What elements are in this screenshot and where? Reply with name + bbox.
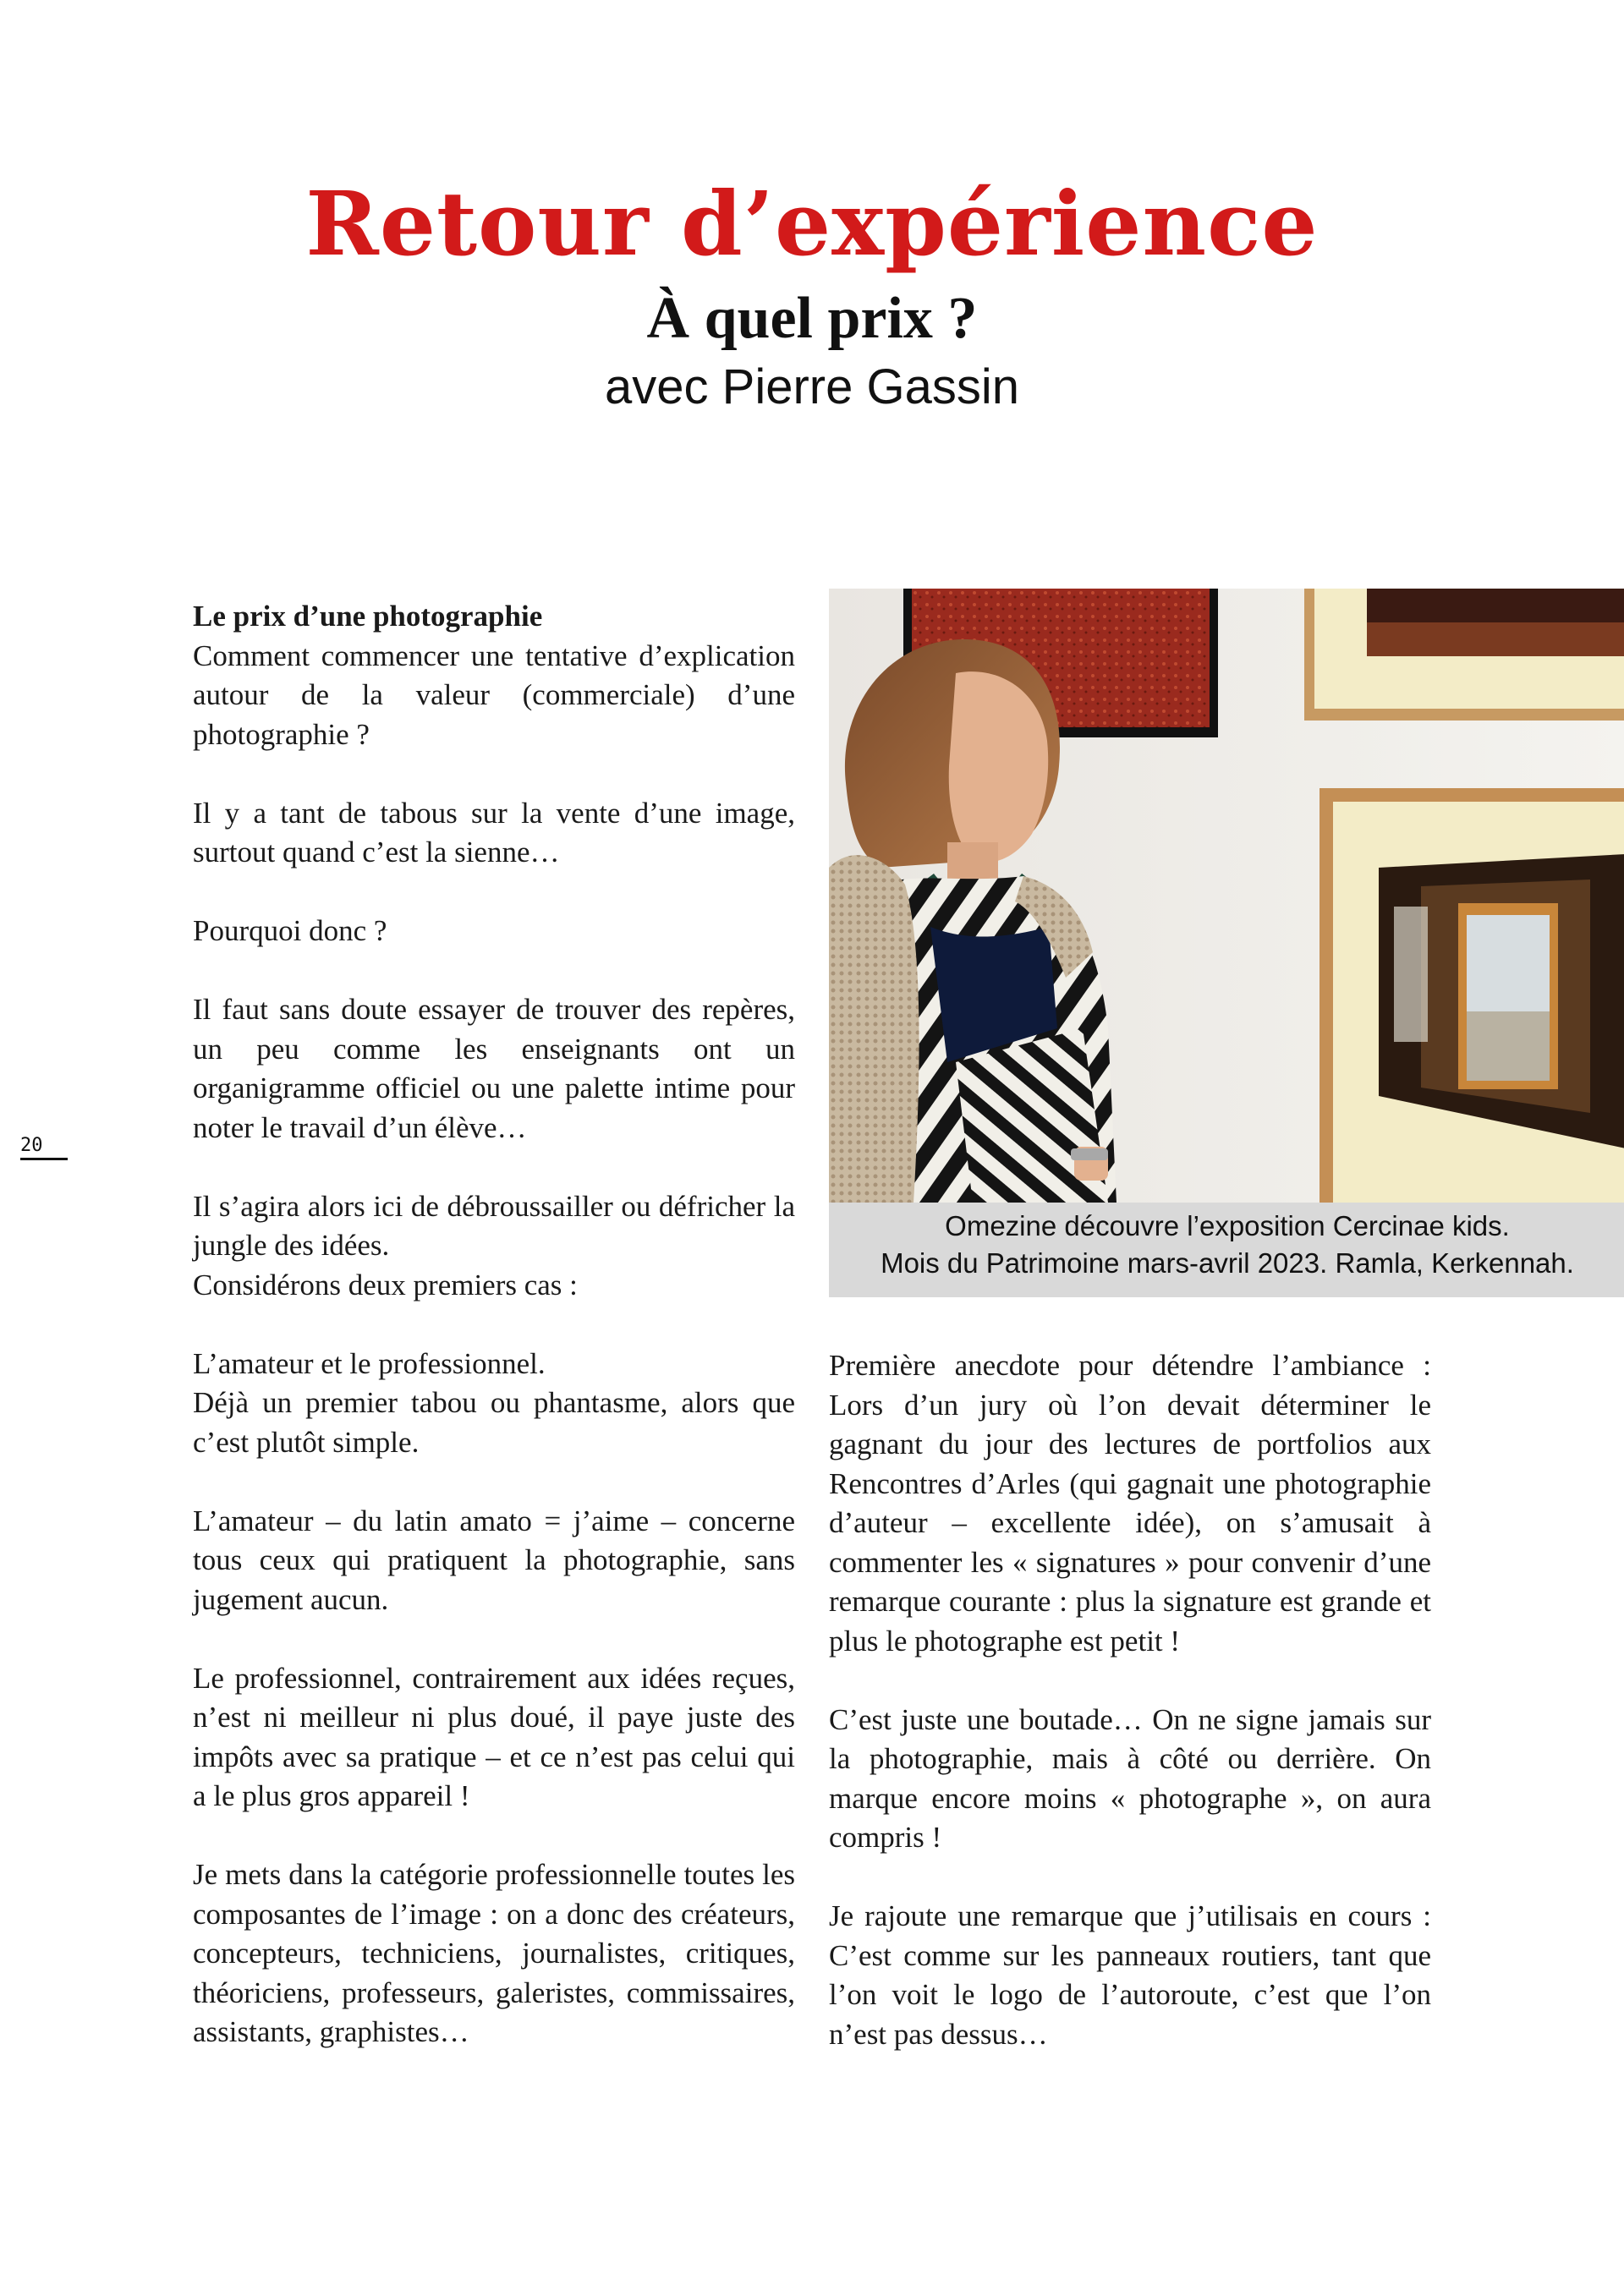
paragraph: Le professionnel, contrairement aux idées reçues, n’est ni meilleur ni plus doué, il paye juste des impôts avec sa pratique – et ce n’est pas celui qui a le plus gros appareil !: [193, 1661, 795, 1812]
paragraph: Comment commencer une tentative d’explication autour de la valeur (commerciale) d’une photographie ?: [193, 638, 795, 751]
photo-caption: [829, 1203, 1624, 1297]
section-heading: Le prix d’une photographie: [193, 600, 543, 633]
left-column: [193, 597, 795, 2091]
caption-line: Mois du Patrimoine mars-avril 2023. Ramla, Kerkennah.: [881, 1247, 1574, 1279]
paragraph: Considérons deux premiers cas :: [193, 1268, 578, 1301]
right-column: [829, 1346, 1431, 2094]
paragraph: Première anecdote pour détendre l’ambiance : Lors d’un jury où l’on devait déterminer le gagnant du jour des lectures de portfolios aux Rencontres d’Arles (qui gagnait une photographie d’auteur – excellente idée), on s’amusait à commenter les « signatures » pour convenir d’une remarque courante : plus la signature est grande et plus le photographe est petit !: [829, 1349, 1431, 1658]
caption-line: Omezine découvre l’exposition Cercinae kids.: [945, 1210, 1510, 1241]
paragraph: Il faut sans doute essayer de trouver des repères, un peu comme les enseignants ont un organigramme officiel ou une palette intime pour noter le travail d’un élève…: [193, 993, 795, 1144]
paragraph: Je rajoute une remarque que j’utilisais en cours : C’est comme sur les panneaux routiers, tant que l’on voit le logo de l’autoroute, c’est que l’on n’est pas dessus…: [829, 1899, 1431, 2051]
paragraph: Il s’agira alors ici de débroussailler ou défricher la jungle des idées.: [193, 1189, 795, 1262]
article-byline: avec Pierre Gassin: [605, 359, 1019, 414]
article-subtitle: À quel prix ?: [646, 286, 978, 351]
page-number: 20: [20, 1135, 68, 1160]
paragraph: L’amateur – du latin amato = j’aime – concerne tous ceux qui pratiquent la photographie, sans jugement aucun.: [193, 1504, 795, 1616]
paragraph: Pourquoi donc ?: [193, 914, 387, 947]
exhibition-photo: [829, 589, 1624, 1203]
paragraph: L’amateur et le professionnel.: [193, 1346, 546, 1380]
paragraph: Il y a tant de tabous sur la vente d’une image, surtout quand c’est la sienne…: [193, 796, 795, 869]
paragraph: Je mets dans la catégorie professionnelle toutes les composantes de l’image : on a donc des créateurs, concepteurs, techniciens, journalistes, critiques, théoriciens, professeurs, galeristes, commissaires, assistants, graphistes…: [193, 1858, 795, 2048]
paragraph: C’est juste une boutade… On ne signe jamais sur la photographie, mais à côté ou derrière. On marque encore moins « photographe », on aura compris !: [829, 1702, 1431, 1854]
photo-illustration: [829, 589, 1624, 1203]
article-title: Retour d’expérience: [305, 172, 1319, 276]
paragraph: Déjà un premier tabou ou phantasme, alors que c’est plutôt simple.: [193, 1386, 795, 1459]
